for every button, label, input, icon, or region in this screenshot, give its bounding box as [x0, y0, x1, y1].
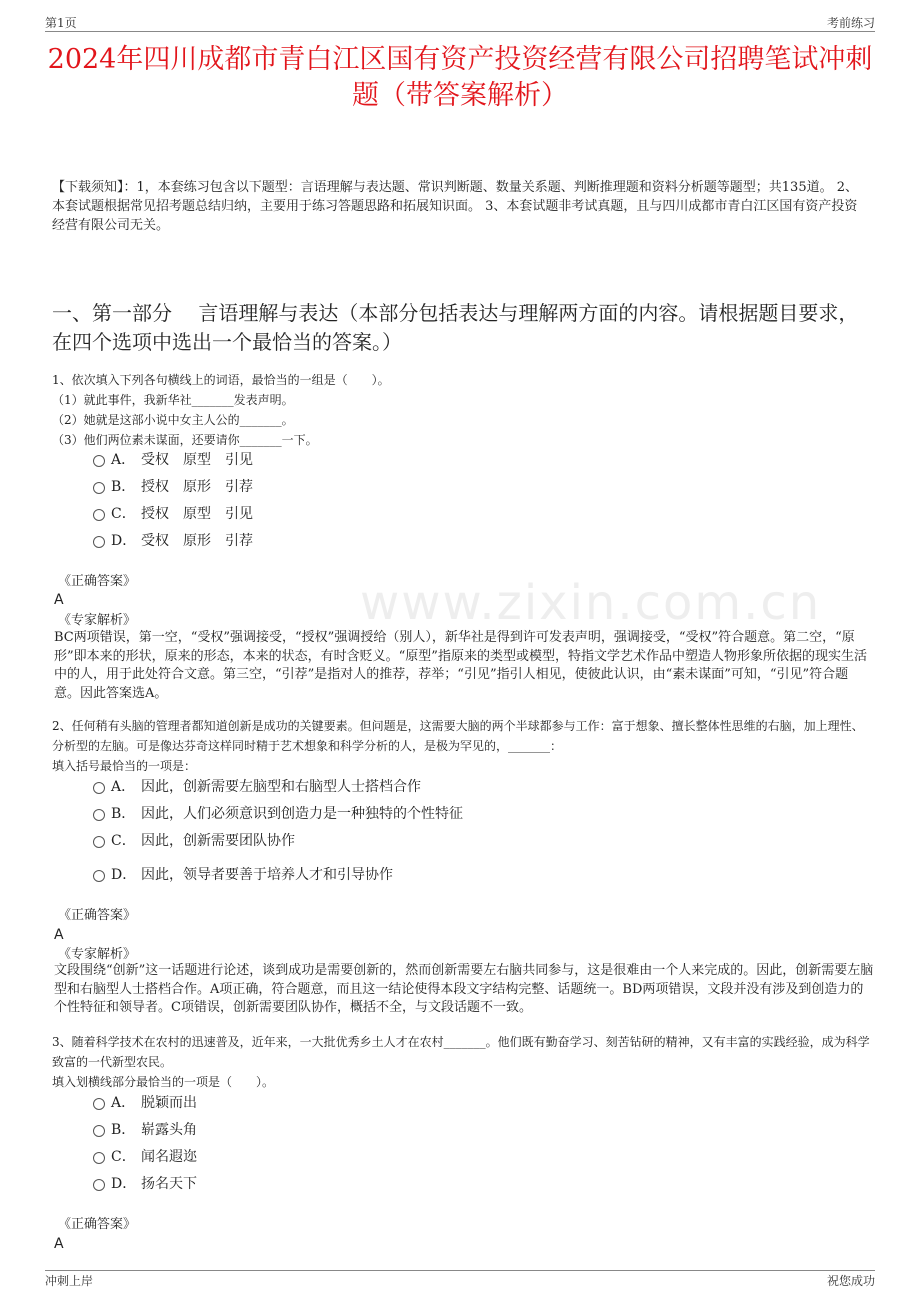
- correct-answer-label: 《正确答案》: [58, 574, 137, 589]
- q2-option-d[interactable]: D． 因此，领导者要善于培养人才和引导协作: [93, 865, 393, 885]
- question-text: 3、随着科学技术在农村的迅速普及，近年来，一大批优秀乡土人才在农村_______。他们既有勤奋学习、刻苦钻研的精神，又有丰富的实践经验，成为科学致富的一代新型农民。: [52, 1035, 870, 1069]
- correct-answer-label: 《正确答案》: [58, 908, 137, 923]
- radio-icon[interactable]: [93, 1098, 105, 1110]
- header-divider: [45, 31, 875, 32]
- q1-option-a[interactable]: A． 受权 原型 引见: [93, 450, 253, 470]
- footer-left: 冲刺上岸: [45, 1274, 94, 1288]
- radio-icon[interactable]: [93, 509, 105, 521]
- document-title: 2024年四川成都市青白江区国有资产投资经营有限公司招聘笔试冲刺题（带答案解析）: [47, 44, 873, 111]
- radio-icon[interactable]: [93, 809, 105, 821]
- download-notice: 【下载须知】：1，本套练习包含以下题型：言语理解与表达题、常识判断题、数量关系题、判断推理题和资料分析题等题型；共135道。 2、本套试题根据常见招考题总结归纳，主要用于练习答题思路和拓展知识面。 3、本套试题非考试真题，且与四川成都市青白江区国有资产投资经营有限公司无关。: [52, 180, 858, 233]
- radio-icon[interactable]: [93, 870, 105, 882]
- radio-icon[interactable]: [93, 836, 105, 848]
- correct-answer-label: 《正确答案》: [58, 1217, 137, 1232]
- q2-option-c[interactable]: C． 因此，创新需要团队协作: [93, 831, 295, 851]
- radio-icon[interactable]: [93, 482, 105, 494]
- section-heading: 一、第一部分 言语理解与表达（本部分包括表达与理解两方面的内容。请根据题目要求，在四个选项中选出一个最恰当的答案。）: [52, 301, 859, 354]
- question-text: 1、依次填入下列各句横线上的词语，最恰当的一组是（ ）。: [52, 373, 390, 387]
- question-3-stem: [52, 1032, 874, 1092]
- q3-answer: A: [54, 1236, 64, 1252]
- page-header: [45, 12, 875, 32]
- page-number: 第1页: [45, 16, 77, 30]
- header-tag: 考前练习: [826, 16, 875, 30]
- question-2-stem: [52, 716, 874, 776]
- radio-icon[interactable]: [93, 455, 105, 467]
- watermark: www.zixin.com.cn: [360, 575, 822, 631]
- analysis-label: 《专家解析》: [58, 613, 137, 628]
- radio-icon[interactable]: [93, 782, 105, 794]
- question-subline: （2）她就是这部小说中女主人公的_______。: [52, 413, 294, 427]
- q3-option-b[interactable]: B． 崭露头角: [93, 1120, 197, 1140]
- q2-analysis: 文段围绕“创新”这一话题进行论述，谈到成功是需要创新的，然而创新需要左右脑共同参与，这是很难由一个人来完成的。因此，创新需要左脑型和右脑型人士搭档合作。A项正确，符合题意，而且这一结论使得本段文字结构完整、话题统一。BD两项错误，文段并没有涉及到创造力的个性特征和领导者。C项错误，创新需要团队协作，概括不全，与文段话题不一致。: [54, 963, 874, 1015]
- radio-icon[interactable]: [93, 536, 105, 548]
- question-1-stem: [52, 370, 874, 450]
- q3-option-d[interactable]: D． 扬名天下: [93, 1174, 197, 1194]
- q1-option-b[interactable]: B． 授权 原形 引荐: [93, 477, 253, 497]
- q2-option-b[interactable]: B． 因此，人们必须意识到创造力是一种独特的个性特征: [93, 804, 463, 824]
- radio-icon[interactable]: [93, 1179, 105, 1191]
- question-subline: （3）他们两位素未谋面，还要请你_______一下。: [52, 433, 318, 447]
- radio-icon[interactable]: [93, 1152, 105, 1164]
- q1-analysis: BC两项错误，第一空，“受权”强调接受，“授权”强调授给（别人），新华社是得到许可发表声明，强调接受，“受权”符合题意。第二空，“原形”即本来的形状，原来的形态，本来的状态，有时含贬义。“原型”指原来的类型或模型，特指文学艺术作品中塑造人物形象所依据的现实生活中的人，用于此处符合文意。第三空，“引荐”是指对人的推荐，荐举；“引见”指引人相见，使彼此认识，由“素未谋面”可知，“引见”符合题意。因此答案选A。: [54, 630, 867, 701]
- analysis-label: 《专家解析》: [58, 947, 137, 962]
- question-subline: （1）就此事件，我新华社_______发表声明。: [52, 393, 294, 407]
- footer-divider: [45, 1270, 875, 1271]
- q1-answer: A: [54, 592, 64, 608]
- q2-answer: A: [54, 927, 64, 943]
- radio-icon[interactable]: [93, 1125, 105, 1137]
- question-text: 2、任何稍有头脑的管理者都知道创新是成功的关键要素。但问题是，这需要大脑的两个半球都参与工作：富于想象、擅长整体性思维的右脑，加上理性、分析型的左脑。可是像达芬奇这样同时精于艺术想象和科学分析的人，是极为罕见的，_______：: [52, 719, 864, 753]
- q1-option-c[interactable]: C． 授权 原型 引见: [93, 504, 253, 524]
- q2-option-a[interactable]: A． 因此，创新需要左脑型和右脑型人士搭档合作: [93, 777, 421, 797]
- question-subline: 填入划横线部分最恰当的一项是（ ）。: [52, 1075, 275, 1089]
- q3-option-a[interactable]: A． 脱颖而出: [93, 1093, 197, 1113]
- question-subline: 填入括号最恰当的一项是：: [52, 759, 197, 773]
- q3-option-c[interactable]: C． 闻名遐迩: [93, 1147, 197, 1167]
- q1-option-d[interactable]: D． 受权 原形 引荐: [93, 531, 253, 551]
- footer-right: 祝您成功: [826, 1274, 875, 1288]
